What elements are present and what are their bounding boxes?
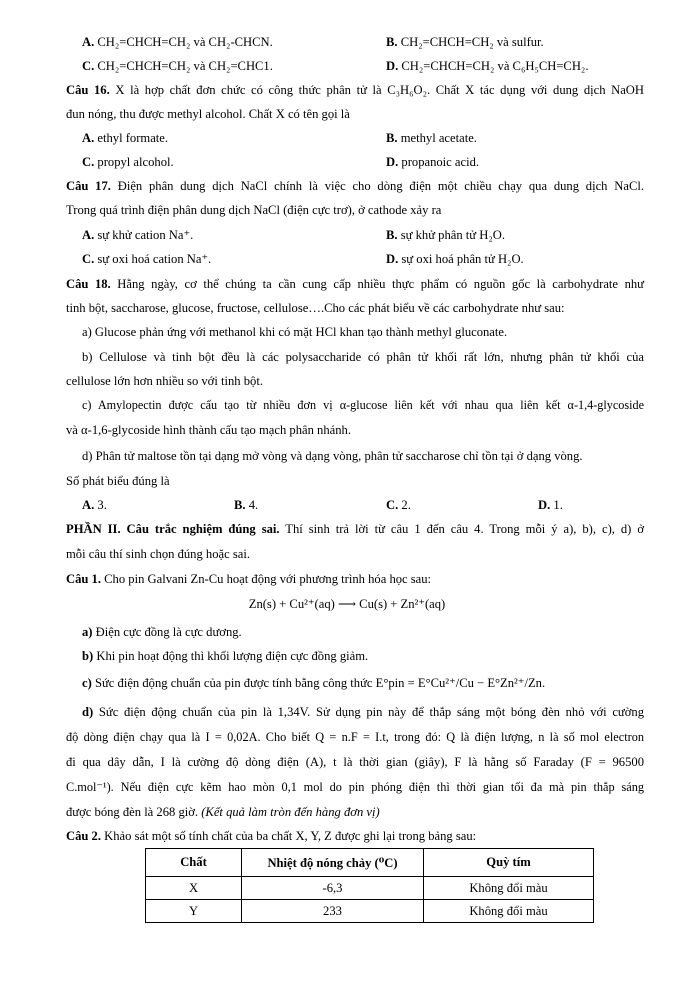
properties-table	[145, 848, 594, 923]
table-row	[146, 877, 594, 900]
q18-statement-c-line1: c) Amylopectin được cấu tạo từ nhiều đơn vị α-glucose liên kết với nhau qua liên kết α-1,4-glycoside	[82, 398, 644, 412]
q18-statement-b-line2: cellulose lớn hơn nhiều so với tinh bột.	[66, 374, 263, 388]
q18-stem-line1: Câu 18. Hằng ngày, cơ thể chúng ta cần cung cấp nhiều thực phẩm có nguồn gốc là carbohydrate như	[66, 277, 644, 291]
q17-option-b[interactable]: B. sự khử phân tử H₂O.	[386, 228, 505, 242]
q16-option-c[interactable]: C. propyl alcohol.	[82, 155, 174, 169]
col-header-litmus: Quỳ tím	[424, 849, 594, 877]
p2q1-stem: Câu 1. Cho pin Galvani Zn-Cu hoạt động với phương trình hóa học sau:	[66, 572, 432, 586]
p2q1-statement-d-line3: đi qua dây dẫn, I là cường độ dòng điện (A), t là thời gian (giây), F là hằng số Faraday (F = 96500	[66, 755, 644, 769]
q18-statement-d: d) Phân tử maltose tồn tại dạng mở vòng và dạng vòng, phân tử saccharose chỉ tồn tại ở dạng vòng.	[82, 449, 583, 463]
q17-stem-line2: Trong quá trình điện phân dung dịch NaCl (điện cực trơ), ở cathode xảy ra	[66, 203, 442, 217]
p2q2-stem: Câu 2. Khảo sát một số tính chất của ba chất X, Y, Z được ghi lại trong bảng sau:	[66, 829, 477, 843]
table-cell: X	[146, 877, 242, 900]
q15-option-b[interactable]: B. CH₂=CHCH=CH₂ và sulfur.	[386, 35, 544, 49]
rounding-note: (Kết quả làm tròn đến hàng đơn vị)	[201, 805, 380, 819]
q18-option-b[interactable]: B. 4.	[234, 498, 259, 512]
q18-count-question: Số phát biểu đúng là	[66, 474, 170, 488]
q17-option-a[interactable]: A. sự khử cation Na⁺.	[82, 228, 194, 242]
table-row	[146, 900, 594, 923]
q16-option-b[interactable]: B. methyl acetate.	[386, 131, 477, 145]
table-cell: Y	[146, 900, 242, 923]
q16-stem-line2: đun nóng, thu được methyl alcohol. Chất X có tên gọi là	[66, 107, 350, 121]
p2q1-statement-c[interactable]: c) Sức điện động chuẩn của pin được tính bằng công thức E°pin = E°Cu²⁺/Cu − E°Zn²⁺/Zn.	[82, 676, 546, 690]
q18-statement-c-line2: và α-1,6-glycoside hình thành cấu tạo mạch phân nhánh.	[66, 423, 351, 437]
col-header-melting-point: Nhiệt độ nóng chảy (⁰C)	[242, 849, 424, 877]
q15-option-c[interactable]: C. CH₂=CHCH=CH₂ và CH₂=CHC1.	[82, 59, 273, 73]
q15-option-a[interactable]: A. CH₂=CHCH=CH₂ và CH₂-CHCN.	[82, 35, 273, 49]
col-header-substance: Chất	[146, 849, 242, 877]
table-cell: 233	[242, 900, 424, 923]
q16-stem-line1: Câu 16. X là hợp chất đơn chức có công thức phân tử là C₃H₆O₂. Chất X tác dụng với dung dịch NaOH	[66, 83, 645, 97]
p2q1-equation: Zn(s) + Cu²⁺(aq) ⟶ Cu(s) + Zn²⁺(aq)	[248, 597, 446, 611]
table-cell: Không đổi màu	[424, 877, 594, 900]
table-cell: Không đổi màu	[424, 900, 594, 923]
q18-option-a[interactable]: A. 3.	[82, 498, 107, 512]
p2q1-statement-b[interactable]: b) Khi pin hoạt động thì khối lượng điện cực đồng giảm.	[82, 649, 369, 663]
part2-heading: PHẦN II. Câu trắc nghiệm đúng sai. Thí sinh trả lời từ câu 1 đến câu 4. Trong mỗi ý a), b), c), d) ở	[66, 522, 645, 536]
table-cell: -6,3	[242, 877, 424, 900]
q17-stem-line1: Câu 17. Điện phân dung dịch NaCl chính là việc cho dòng điện một chiều chạy qua dung dịch NaCl.	[66, 179, 644, 193]
q16-option-a[interactable]: A. ethyl formate.	[82, 131, 169, 145]
q16-option-d[interactable]: D. propanoic acid.	[386, 155, 480, 169]
q17-option-d[interactable]: D. sự oxi hoá phân tử H₂O.	[386, 252, 524, 266]
part2-instruction-line2: mỗi câu thí sinh chọn đúng hoặc sai.	[66, 547, 250, 561]
q18-option-d[interactable]: D. 1.	[538, 498, 563, 512]
q18-stem-line2: tinh bột, saccharose, glucose, fructose, cellulose….Cho các phát biểu về các carbohydrate như sau:	[66, 301, 565, 315]
p2q1-statement-d-line5: được bóng đèn là 268 giờ. (Kết quả làm tròn đến hàng đơn vị)	[66, 805, 380, 819]
p2q1-statement-d-line4: C.mol⁻¹). Nếu điện cực kẽm hao mòn 0,1 mol do pin phóng điện thì thời gian tối đa mà pin thắp sáng	[66, 780, 644, 794]
q18-statement-a: a) Glucose phản ứng với methanol khi có mặt HCl khan tạo thành methyl gluconate.	[82, 325, 508, 339]
p2q1-statement-d-line2: độ dòng điện chạy qua là I = 0,02A. Cho biết Q = n.F = I.t, trong đó: Q là điện lượng, n là số mol electron	[66, 730, 644, 744]
table-header-row	[146, 849, 594, 877]
q15-option-d[interactable]: D. CH₂=CHCH=CH₂ và C₆H₅CH=CH₂.	[386, 59, 589, 73]
p2q1-statement-a[interactable]: a) Điện cực đồng là cực dương.	[82, 625, 242, 639]
q18-statement-b-line1: b) Cellulose và tinh bột đều là các polysaccharide có phân tử khối rất lớn, nhưng phân tử khối của	[82, 350, 644, 364]
p2q1-statement-d-line1[interactable]: d) Sức điện động chuẩn của pin là 1,34V. Sử dụng pin này để thắp sáng một bóng đèn nhỏ với cường	[82, 705, 644, 719]
q17-option-c[interactable]: C. sự oxi hoá cation Na⁺.	[82, 252, 212, 266]
q18-option-c[interactable]: C. 2.	[386, 498, 411, 512]
